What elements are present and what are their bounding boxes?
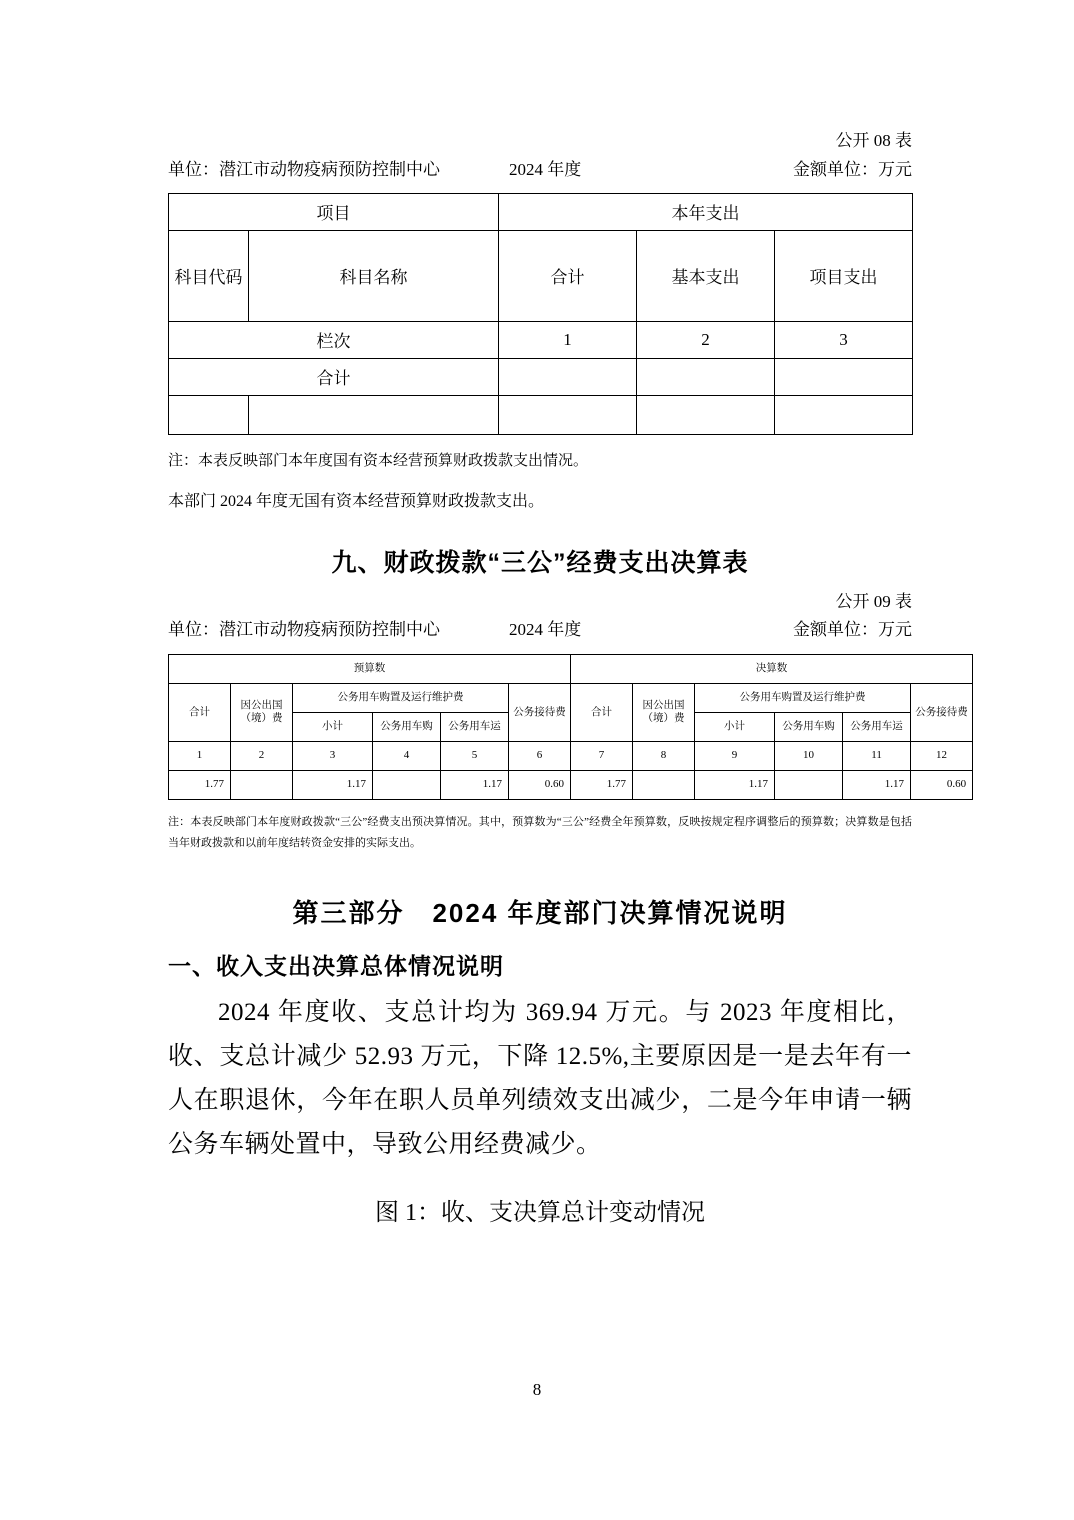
table08-total-1: [499, 358, 637, 395]
table08-blank-4: [637, 395, 775, 434]
table08-total-label: 合计: [169, 358, 499, 395]
table-row: [169, 321, 913, 358]
table09-val-1: 1.77: [169, 770, 231, 799]
table09-final-total: 合计: [571, 683, 633, 741]
part3-title: 第三部分 2024 年度部门决算情况说明: [292, 898, 788, 929]
table09-final-vehicle-group: 公务用车购置及运行维护费: [695, 683, 911, 712]
table08-blank-5: [775, 395, 913, 434]
section-9-title: 九、财政拨款“三公”经费支出决算表: [331, 548, 749, 577]
table08-sheet-tag: 公开 08 表: [835, 131, 912, 150]
table08-num-1: 1: [499, 321, 637, 358]
table08-group-right: 本年支出: [499, 193, 913, 230]
table08-group-left: 项目: [169, 193, 499, 230]
table09-note: 注：本表反映部门本年度财政拨款“三公”经费支出预决算情况。其中，预算数为“三公”经费全年预算数，反映按规定程序调整后的预算数；决算数是包括当年财政拨款和以前年度结转资金安排的实际支出。: [168, 815, 912, 849]
table09-num-10: 10: [775, 741, 843, 770]
table09-num-2: 2: [231, 741, 293, 770]
table08-note: 注：本表反映部门本年度国有资本经营预算财政拨款支出情况。: [168, 452, 589, 469]
table09-unit-label: 单位：潜江市动物疫病预防控制中心: [168, 620, 440, 640]
table09-group-budget: 预算数: [169, 654, 571, 683]
table-row: [169, 770, 973, 799]
table09-val-9: 1.17: [695, 770, 775, 799]
table09-num-5: 5: [441, 741, 509, 770]
table09-money-unit: 金额单位：万元: [793, 620, 912, 640]
table09-budget-vehicle-run: 公务用车运: [441, 712, 509, 741]
table09-budget-total: 合计: [169, 683, 231, 741]
table09-val-12: 0.60: [911, 770, 973, 799]
table09-final-vehicle-sub: 小计: [695, 712, 775, 741]
table-row: [169, 683, 973, 712]
table09-budget-reception: 公务接待费: [509, 683, 571, 741]
table09-val-6: 0.60: [509, 770, 571, 799]
table09-val-2: [231, 770, 293, 799]
table09-num-8: 8: [633, 741, 695, 770]
table08-col-project: 项目支出: [775, 230, 913, 321]
table09-final-vehicle-run: 公务用车运: [843, 712, 911, 741]
table08-total-2: [637, 358, 775, 395]
table-row: [169, 395, 913, 434]
table09-val-11: 1.17: [843, 770, 911, 799]
table08-year: 2024 年度: [509, 159, 582, 179]
table08-unit-label: 单位：潜江市动物疫病预防控制中心: [168, 159, 440, 179]
table-row: [169, 654, 973, 683]
table-09: [168, 654, 973, 800]
table08-num-2: 2: [637, 321, 775, 358]
table08-statement: 本部门 2024 年度无国有资本经营预算财政拨款支出。: [168, 493, 545, 511]
table08-col-name: 科目名称: [249, 230, 499, 321]
table09-final-vehicle-buy: 公务用车购: [775, 712, 843, 741]
table09-group-final: 决算数: [571, 654, 973, 683]
table-row: [169, 230, 913, 321]
page-number: 8: [532, 1380, 542, 1399]
table-row: [169, 741, 973, 770]
table09-val-8: [633, 770, 695, 799]
table09-budget-vehicle-sub: 小计: [293, 712, 373, 741]
table09-meta-row: [168, 616, 912, 643]
figure-1-caption: 图 1：收、支决算总计变动情况: [375, 1200, 705, 1227]
table09-sheet-tag: 公开 09 表: [835, 591, 912, 611]
table08-col-total: 合计: [499, 230, 637, 321]
table-row: [169, 358, 913, 395]
table09-num-4: 4: [373, 741, 441, 770]
table08-col-code: 科目代码: [169, 230, 249, 321]
table09-num-9: 9: [695, 741, 775, 770]
table09-budget-vehicle-group: 公务用车购置及运行维护费: [293, 683, 509, 712]
table09-num-7: 7: [571, 741, 633, 770]
table09-num-1: 1: [169, 741, 231, 770]
table09-budget-abroad: 因公出国（境）费: [231, 683, 293, 741]
table09-final-abroad: 因公出国（境）费: [633, 683, 695, 741]
table08-row-label: 栏次: [169, 321, 499, 358]
table09-val-4: [373, 770, 441, 799]
table09-val-10: [775, 770, 843, 799]
table08-num-3: 3: [775, 321, 913, 358]
table09-val-3: 1.17: [293, 770, 373, 799]
table-row: [169, 193, 913, 230]
part3-paragraph: 2024 年度收、支总计均为 369.94 万元。与 2023 年度相比，收、支总计减少 52.93 万元，下降 12.5%,主要原因是一是去年有一人在职退休，今年在职人员单列绩效支出减少，二是今年申请一辆公务车辆处置中，导致公用经费减少。: [168, 999, 912, 1158]
table09-val-5: 1.17: [441, 770, 509, 799]
table08-blank-2: [249, 395, 499, 434]
table08-meta-row: [168, 156, 912, 183]
table09-num-11: 11: [843, 741, 911, 770]
table08-col-basic: 基本支出: [637, 230, 775, 321]
table09-final-reception: 公务接待费: [911, 683, 973, 741]
table08-total-3: [775, 358, 913, 395]
table09-num-3: 3: [293, 741, 373, 770]
table08-money-unit: 金额单位：万元: [793, 159, 912, 179]
table-08: [168, 193, 913, 435]
part3-subsection-1: 一、收入支出决算总体情况说明: [168, 953, 504, 980]
table09-budget-vehicle-buy: 公务用车购: [373, 712, 441, 741]
table08-blank-3: [499, 395, 637, 434]
table09-year: 2024 年度: [509, 620, 582, 640]
page-content: [168, 128, 968, 1227]
table09-num-6: 6: [509, 741, 571, 770]
table09-num-12: 12: [911, 741, 973, 770]
table09-val-7: 1.77: [571, 770, 633, 799]
table08-blank-1: [169, 395, 249, 434]
